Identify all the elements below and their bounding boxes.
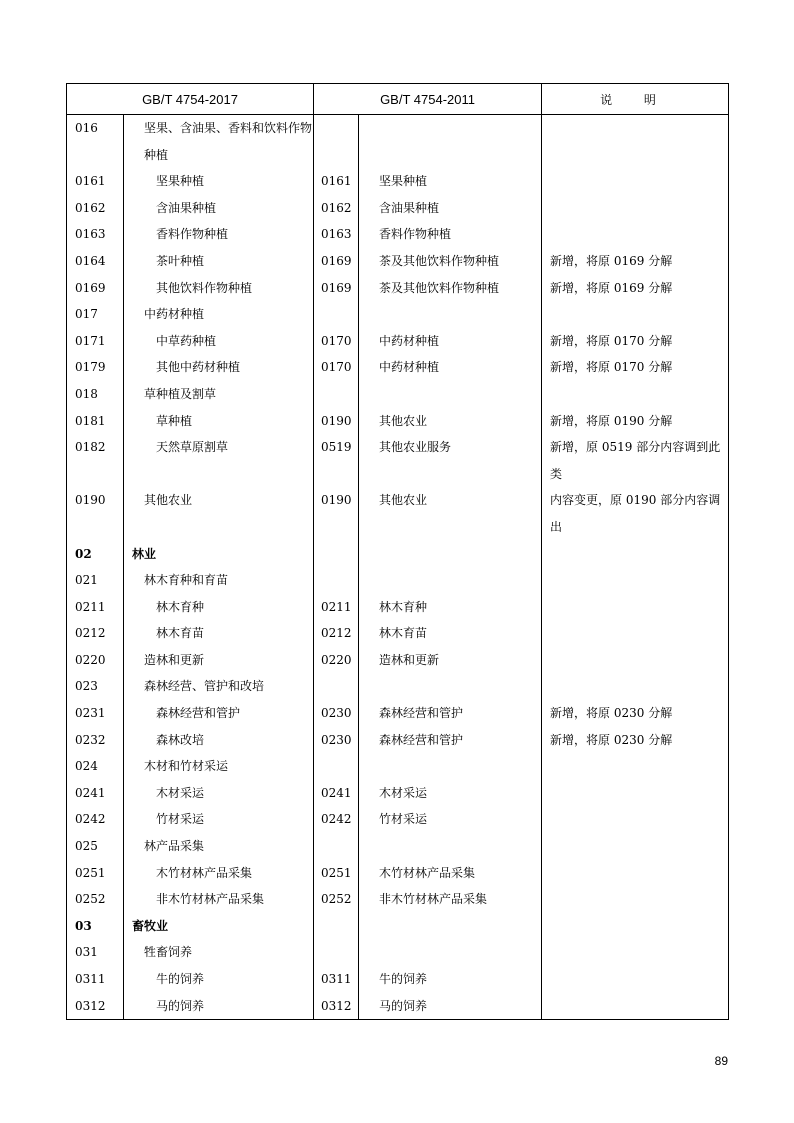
table-row [67, 780, 729, 807]
new-code-cell: 0311 [67, 966, 124, 993]
new-code-cell: 0169 [67, 275, 124, 302]
old-code-cell: 0252 [314, 886, 359, 913]
old-code-cell: 0230 [314, 727, 359, 754]
old-name-cell: 其他农业服务 [359, 434, 542, 487]
industry-mapping-table [66, 83, 729, 1020]
note-cell: 新增，原 0519 部分内容调到此类 [542, 434, 729, 487]
new-code-cell: 023 [67, 673, 124, 700]
note-cell [542, 115, 729, 169]
table-row [67, 195, 729, 222]
new-name-cell: 非木竹材林产品采集 [124, 886, 314, 913]
table-row [67, 620, 729, 647]
new-code-cell: 0181 [67, 408, 124, 435]
new-code-cell: 021 [67, 567, 124, 594]
old-code-cell: 0312 [314, 993, 359, 1020]
old-name-cell: 林木育苗 [359, 620, 542, 647]
note-cell [542, 833, 729, 860]
old-name-cell [359, 753, 542, 780]
table-row [67, 594, 729, 621]
new-name-cell: 林产品采集 [124, 833, 314, 860]
new-name-cell: 畜牧业 [124, 913, 314, 940]
note-cell: 新增，将原 0170 分解 [542, 354, 729, 381]
note-cell [542, 780, 729, 807]
old-name-cell [359, 833, 542, 860]
new-name-cell: 林木育种和育苗 [124, 567, 314, 594]
table-row [67, 806, 729, 833]
old-code-cell: 0162 [314, 195, 359, 222]
new-code-cell: 0190 [67, 487, 124, 540]
old-name-cell [359, 541, 542, 568]
table-row [67, 434, 729, 487]
old-name-cell: 坚果种植 [359, 168, 542, 195]
old-code-cell: 0519 [314, 434, 359, 487]
old-code-cell [314, 567, 359, 594]
new-code-cell: 0220 [67, 647, 124, 674]
table-row [67, 354, 729, 381]
new-name-cell: 木材采运 [124, 780, 314, 807]
table-body [67, 115, 729, 1020]
old-name-cell [359, 673, 542, 700]
old-code-cell: 0311 [314, 966, 359, 993]
new-name-cell: 草种植及割草 [124, 381, 314, 408]
old-code-cell: 0211 [314, 594, 359, 621]
note-cell [542, 860, 729, 887]
old-name-cell: 香料作物种植 [359, 221, 542, 248]
old-code-cell [314, 939, 359, 966]
table-header-row [67, 84, 729, 115]
old-code-cell: 0212 [314, 620, 359, 647]
table-row [67, 913, 729, 940]
new-code-cell: 024 [67, 753, 124, 780]
new-code-cell: 0164 [67, 248, 124, 275]
note-cell: 新增，将原 0169 分解 [542, 248, 729, 275]
old-code-cell: 0220 [314, 647, 359, 674]
note-cell [542, 195, 729, 222]
table-row [67, 753, 729, 780]
table-row [67, 381, 729, 408]
note-cell [542, 567, 729, 594]
table-row [67, 833, 729, 860]
old-code-cell: 0190 [314, 487, 359, 540]
new-code-cell: 0312 [67, 993, 124, 1020]
table-row [67, 301, 729, 328]
old-code-cell [314, 833, 359, 860]
table-row [67, 115, 729, 169]
old-name-cell [359, 913, 542, 940]
old-name-cell: 茶及其他饮料作物种植 [359, 248, 542, 275]
new-code-cell: 03 [67, 913, 124, 940]
old-name-cell: 森林经营和管护 [359, 700, 542, 727]
note-cell [542, 939, 729, 966]
new-code-cell: 0161 [67, 168, 124, 195]
new-name-cell: 竹材采运 [124, 806, 314, 833]
new-name-cell: 木竹材林产品采集 [124, 860, 314, 887]
table-row [67, 939, 729, 966]
new-code-cell: 0231 [67, 700, 124, 727]
new-name-cell: 林木育苗 [124, 620, 314, 647]
new-name-cell: 林木育种 [124, 594, 314, 621]
new-name-cell: 坚果种植 [124, 168, 314, 195]
new-name-cell: 林业 [124, 541, 314, 568]
new-name-cell: 森林经营、管护和改培 [124, 673, 314, 700]
new-name-cell: 木材和竹材采运 [124, 753, 314, 780]
old-code-cell: 0230 [314, 700, 359, 727]
table-row [67, 168, 729, 195]
new-name-cell: 牛的饲养 [124, 966, 314, 993]
new-name-cell: 天然草原割草 [124, 434, 314, 487]
old-name-cell [359, 567, 542, 594]
old-name-cell [359, 115, 542, 169]
old-name-cell: 竹材采运 [359, 806, 542, 833]
new-name-cell: 其他饮料作物种植 [124, 275, 314, 302]
table-row [67, 966, 729, 993]
old-name-cell: 其他农业 [359, 408, 542, 435]
note-cell [542, 993, 729, 1020]
new-code-cell: 017 [67, 301, 124, 328]
header-old-standard: GB/T 4754-2011 [314, 84, 542, 115]
table-row [67, 408, 729, 435]
new-name-cell: 含油果种植 [124, 195, 314, 222]
note-cell [542, 673, 729, 700]
header-new-standard: GB/T 4754-2017 [67, 84, 314, 115]
note-cell [542, 221, 729, 248]
old-name-cell: 木材采运 [359, 780, 542, 807]
note-cell [542, 594, 729, 621]
new-name-cell: 茶叶种植 [124, 248, 314, 275]
old-name-cell [359, 301, 542, 328]
old-code-cell [314, 115, 359, 169]
new-name-cell: 造林和更新 [124, 647, 314, 674]
old-code-cell: 0170 [314, 354, 359, 381]
new-code-cell: 0211 [67, 594, 124, 621]
old-name-cell: 马的饲养 [359, 993, 542, 1020]
old-code-cell [314, 753, 359, 780]
note-cell [542, 381, 729, 408]
old-name-cell: 牛的饲养 [359, 966, 542, 993]
new-code-cell: 025 [67, 833, 124, 860]
table-row [67, 993, 729, 1020]
old-name-cell [359, 381, 542, 408]
table-row [67, 886, 729, 913]
old-code-cell [314, 673, 359, 700]
table-row [67, 567, 729, 594]
old-name-cell: 茶及其他饮料作物种植 [359, 275, 542, 302]
old-name-cell: 造林和更新 [359, 647, 542, 674]
new-name-cell: 森林经营和管护 [124, 700, 314, 727]
old-code-cell: 0190 [314, 408, 359, 435]
new-code-cell: 016 [67, 115, 124, 169]
header-note: 说 明 [542, 84, 729, 115]
old-name-cell [359, 939, 542, 966]
note-cell: 新增，将原 0190 分解 [542, 408, 729, 435]
old-code-cell: 0242 [314, 806, 359, 833]
old-code-cell: 0163 [314, 221, 359, 248]
note-cell [542, 753, 729, 780]
new-name-cell: 其他农业 [124, 487, 314, 540]
old-name-cell: 林木育种 [359, 594, 542, 621]
old-name-cell: 中药材种植 [359, 328, 542, 355]
note-cell [542, 301, 729, 328]
old-name-cell: 非木竹材林产品采集 [359, 886, 542, 913]
new-code-cell: 0232 [67, 727, 124, 754]
note-cell [542, 913, 729, 940]
old-code-cell: 0169 [314, 248, 359, 275]
new-name-cell: 牲畜饲养 [124, 939, 314, 966]
old-code-cell [314, 301, 359, 328]
table-row [67, 221, 729, 248]
new-name-cell: 森林改培 [124, 727, 314, 754]
old-name-cell: 中药材种植 [359, 354, 542, 381]
table-row [67, 860, 729, 887]
new-code-cell: 0182 [67, 434, 124, 487]
note-cell: 新增，将原 0169 分解 [542, 275, 729, 302]
old-code-cell: 0169 [314, 275, 359, 302]
new-code-cell: 0252 [67, 886, 124, 913]
table-row [67, 275, 729, 302]
new-name-cell: 中草药种植 [124, 328, 314, 355]
new-name-cell: 草种植 [124, 408, 314, 435]
new-code-cell: 02 [67, 541, 124, 568]
new-code-cell: 0212 [67, 620, 124, 647]
table-row [67, 487, 729, 540]
old-code-cell [314, 913, 359, 940]
new-code-cell: 031 [67, 939, 124, 966]
old-code-cell: 0251 [314, 860, 359, 887]
old-name-cell: 含油果种植 [359, 195, 542, 222]
new-code-cell: 0171 [67, 328, 124, 355]
old-code-cell: 0161 [314, 168, 359, 195]
note-cell [542, 886, 729, 913]
table-row [67, 328, 729, 355]
new-code-cell: 0241 [67, 780, 124, 807]
note-cell: 新增，将原 0230 分解 [542, 700, 729, 727]
old-name-cell: 森林经营和管护 [359, 727, 542, 754]
new-code-cell: 0163 [67, 221, 124, 248]
old-name-cell: 木竹材林产品采集 [359, 860, 542, 887]
new-name-cell: 坚果、含油果、香料和饮料作物种植 [124, 115, 314, 169]
new-code-cell: 0179 [67, 354, 124, 381]
old-name-cell: 其他农业 [359, 487, 542, 540]
old-code-cell: 0241 [314, 780, 359, 807]
new-code-cell: 0251 [67, 860, 124, 887]
old-code-cell [314, 541, 359, 568]
table-row [67, 727, 729, 754]
note-cell [542, 806, 729, 833]
note-cell: 内容变更，原 0190 部分内容调出 [542, 487, 729, 540]
old-code-cell [314, 381, 359, 408]
new-name-cell: 马的饲养 [124, 993, 314, 1020]
note-cell: 新增，将原 0170 分解 [542, 328, 729, 355]
note-cell [542, 541, 729, 568]
table-row [67, 248, 729, 275]
new-code-cell: 018 [67, 381, 124, 408]
page-number: 89 [714, 1054, 728, 1068]
note-cell [542, 966, 729, 993]
note-cell [542, 620, 729, 647]
new-code-cell: 0162 [67, 195, 124, 222]
table-row [67, 673, 729, 700]
table-row [67, 700, 729, 727]
note-cell [542, 647, 729, 674]
note-cell [542, 168, 729, 195]
new-name-cell: 中药材种植 [124, 301, 314, 328]
note-cell: 新增，将原 0230 分解 [542, 727, 729, 754]
table-row [67, 541, 729, 568]
new-name-cell: 香料作物种植 [124, 221, 314, 248]
table-row [67, 647, 729, 674]
old-code-cell: 0170 [314, 328, 359, 355]
new-code-cell: 0242 [67, 806, 124, 833]
new-name-cell: 其他中药材种植 [124, 354, 314, 381]
